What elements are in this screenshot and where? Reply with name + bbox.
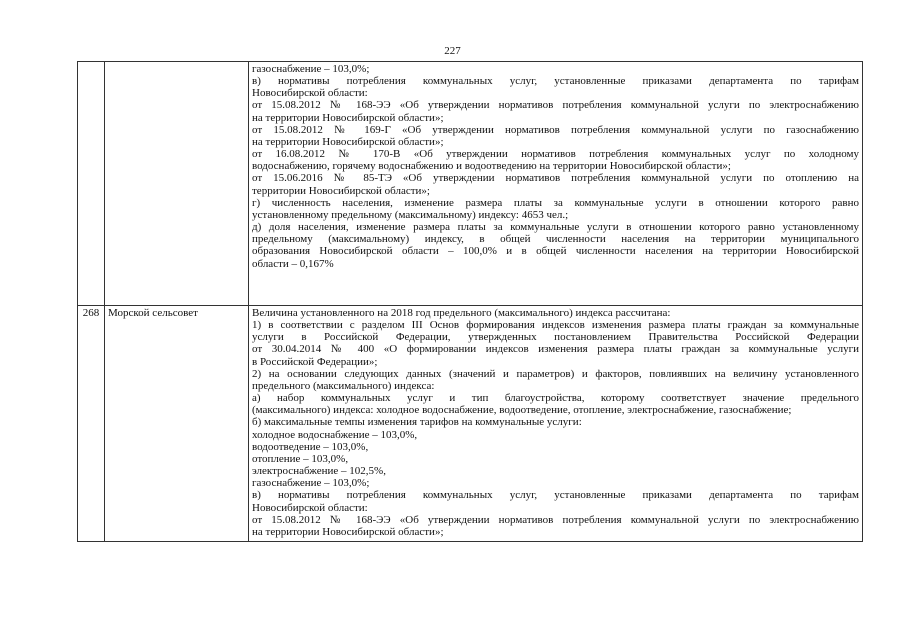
municipality-name-cell: Морской сельсовет xyxy=(105,306,249,542)
text-line: газоснабжение – 103,0%; xyxy=(252,63,370,75)
text-line: в Российской Федерации»; xyxy=(252,355,378,368)
text-line: а) набор коммунальных услуг и тип благоустройства, которому соответствует значение предельного xyxy=(252,392,859,405)
municipality-name-cell xyxy=(105,62,249,306)
text-line: услуги в Российской Федерации, утвержденных постановлением Правительства Российской Федерации xyxy=(252,331,859,344)
text-line: на территории Новосибирской области»; xyxy=(252,525,444,538)
description-text xyxy=(252,63,859,270)
text-line: от 15.06.2016 № 85-ТЭ «Об утверждении нормативов потребления коммунальной услуги по отоплению на xyxy=(252,172,859,185)
text-line: области – 0,167% xyxy=(252,257,334,270)
text-line: холодное водоснабжение – 103,0%, xyxy=(252,428,418,441)
table-row xyxy=(78,62,863,306)
text-line: установленному предельному (максимальному) индексу: 4653 чел.; xyxy=(252,208,569,221)
text-line: 2) на основании следующих данных (значений и параметров) и факторов, повлиявших на величину установленного xyxy=(252,367,859,380)
row-number-cell: 268 xyxy=(78,306,105,542)
description-cell xyxy=(249,306,863,542)
text-line: б) максимальные темпы изменения тарифов на коммунальные услуги: xyxy=(252,416,582,429)
text-line: в) нормативы потребления коммунальных услуг, установленные приказами департамента по тарифам xyxy=(252,75,859,88)
text-line: г) численность населения, изменение размера платы за коммунальные услуги в отношении которого равно xyxy=(252,196,859,209)
text-line: предельному (максимальному) индексу, в общей численности населения на территории муниципального xyxy=(252,233,859,246)
text-line: от 16.08.2012 № 170-В «Об утверждении нормативов потребления коммунальных услуг по холодному xyxy=(252,148,859,161)
text-line: от 15.08.2012 № 169-Г «Об утверждении нормативов потребления коммунальной услуги по газоснабжению xyxy=(252,123,859,136)
text-line: образования Новосибирской области – 100,0% и в общей численности населения на территории Новосибирской xyxy=(252,245,859,258)
text-line: территории Новосибирской области»; xyxy=(252,184,430,197)
text-line: от 30.04.2014 № 400 «О формировании индексов изменения размера платы граждан за коммунальные услуги xyxy=(252,343,859,356)
text-line: Новосибирской области: xyxy=(252,501,368,514)
text-line: газоснабжение – 103,0%; xyxy=(252,477,370,490)
text-line: водоотведение – 103,0%, xyxy=(252,440,369,453)
description-text xyxy=(252,307,859,540)
description-cell xyxy=(249,62,863,306)
table-row xyxy=(78,306,863,542)
text-line: предельного (максимального) индекса: xyxy=(252,379,435,392)
text-line: в) нормативы потребления коммунальных услуг, установленные приказами департамента по тарифам xyxy=(252,489,859,502)
row-number-cell xyxy=(78,62,105,306)
text-line: электроснабжение – 102,5%, xyxy=(252,465,386,478)
text-line: Величина установленного на 2018 год предельного (максимального) индекса рассчитана: xyxy=(252,307,671,319)
text-line: от 15.08.2012 № 168-ЭЭ «Об утверждении нормативов потребления коммунальной услуги по электроснабжению xyxy=(252,99,859,112)
text-line: на территории Новосибирской области»; xyxy=(252,111,444,124)
text-line: Новосибирской области: xyxy=(252,87,368,100)
text-line: д) доля населения, изменение размера платы за коммунальные услуги в отношении которого равно установленному xyxy=(252,221,859,234)
text-line: на территории Новосибирской области»; xyxy=(252,135,444,148)
text-line: 1) в соответствии с разделом III Основ формирования индексов изменения размера платы граждан за коммунальные xyxy=(252,319,859,332)
text-line: водоснабжению, горячему водоснабжению и водоотведению на территории Новосибирской области»; xyxy=(252,160,731,173)
text-line: от 15.08.2012 № 168-ЭЭ «Об утверждении нормативов потребления коммунальной услуги по электроснабжению xyxy=(252,513,859,526)
document-table xyxy=(77,61,863,542)
text-line: отопление – 103,0%, xyxy=(252,452,349,465)
text-line: (максимального) индекса: холодное водоснабжение, водоотведение, отопление, электроснабжение, газоснабжение; xyxy=(252,404,792,417)
page-number: 227 xyxy=(444,45,461,57)
